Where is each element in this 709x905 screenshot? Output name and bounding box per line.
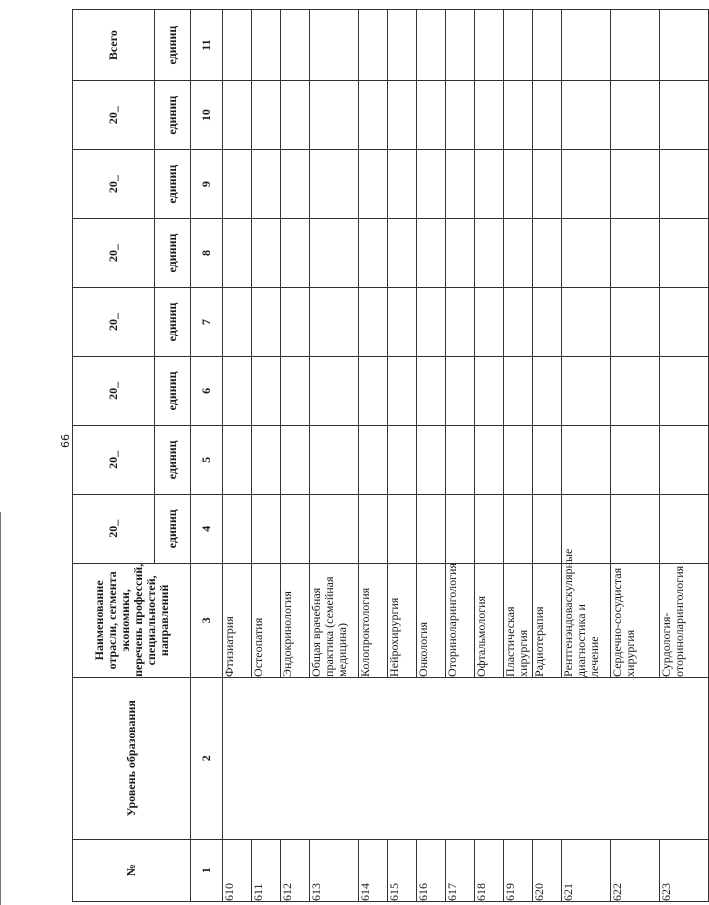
header-name: Наименование отрасли, сегмента экономики, перечень профессий, специальностей, направлений: [73, 563, 191, 677]
row-number: 613: [310, 839, 359, 901]
value-cell: [660, 150, 709, 219]
value-cell: [611, 288, 660, 357]
value-cell: [223, 288, 252, 357]
row-number: 615: [388, 839, 417, 901]
value-cell: [252, 219, 281, 288]
value-cell: [533, 425, 562, 494]
value-cell: [281, 10, 310, 81]
value-cell: [359, 150, 388, 219]
header-unit: единиц: [155, 425, 191, 494]
value-cell: [504, 425, 533, 494]
register-table: [72, 9, 709, 902]
header-unit: единиц: [155, 356, 191, 425]
value-cell: [223, 150, 252, 219]
value-cell: [281, 425, 310, 494]
value-cell: [504, 81, 533, 150]
column-number: 11: [191, 10, 223, 81]
value-cell: [611, 425, 660, 494]
value-cell: [660, 288, 709, 357]
value-cell: [446, 425, 475, 494]
row-name: Остеопатия: [252, 563, 281, 677]
row-name: Офтальмология: [475, 563, 504, 677]
column-number: 10: [191, 81, 223, 150]
value-cell: [388, 356, 417, 425]
column-number: 6: [191, 356, 223, 425]
column-number: 4: [191, 494, 223, 563]
value-cell: [611, 494, 660, 563]
value-cell: [660, 494, 709, 563]
value-cell: [504, 219, 533, 288]
column-number: 5: [191, 425, 223, 494]
value-cell: [417, 288, 446, 357]
value-cell: [446, 150, 475, 219]
header-year: 20_: [73, 150, 155, 219]
header-unit: единиц: [155, 81, 191, 150]
value-cell: [223, 356, 252, 425]
row-name: Колопроктология: [359, 563, 388, 677]
page-number: 66: [59, 434, 72, 448]
header-unit: единиц: [155, 288, 191, 357]
value-cell: [446, 219, 475, 288]
value-cell: [562, 81, 611, 150]
value-cell: [359, 219, 388, 288]
value-cell: [660, 10, 709, 81]
value-cell: [446, 356, 475, 425]
row-number: 623: [660, 839, 709, 901]
row-name: Фтизиатрия: [223, 563, 252, 677]
header-unit: единиц: [155, 10, 191, 81]
row-number: 619: [504, 839, 533, 901]
value-cell: [388, 425, 417, 494]
row-number: 622: [611, 839, 660, 901]
value-cell: [359, 425, 388, 494]
value-cell: [417, 10, 446, 81]
value-cell: [252, 288, 281, 357]
value-cell: [475, 81, 504, 150]
header-year: 20_: [73, 494, 155, 563]
value-cell: [223, 219, 252, 288]
value-cell: [475, 219, 504, 288]
value-cell: [504, 150, 533, 219]
value-cell: [533, 288, 562, 357]
row-number: 610: [223, 839, 252, 901]
value-cell: [562, 219, 611, 288]
value-cell: [281, 288, 310, 357]
row-number: 614: [359, 839, 388, 901]
value-cell: [417, 81, 446, 150]
row-name: Общая врачебная практика (семейная медицина): [310, 563, 359, 677]
value-cell: [359, 494, 388, 563]
value-cell: [562, 288, 611, 357]
table-row: [223, 10, 252, 902]
value-cell: [562, 10, 611, 81]
value-cell: [252, 10, 281, 81]
value-cell: [223, 425, 252, 494]
header-unit: единиц: [155, 494, 191, 563]
value-cell: [475, 288, 504, 357]
header-level: Уровень образования: [73, 677, 191, 839]
value-cell: [611, 356, 660, 425]
value-cell: [281, 150, 310, 219]
value-cell: [446, 494, 475, 563]
value-cell: [533, 10, 562, 81]
value-cell: [252, 494, 281, 563]
header-year: 20_: [73, 288, 155, 357]
row-number: 611: [252, 839, 281, 901]
value-cell: [660, 425, 709, 494]
value-cell: [417, 219, 446, 288]
row-name: Радиотерапия: [533, 563, 562, 677]
value-cell: [611, 219, 660, 288]
value-cell: [310, 219, 359, 288]
column-number: 8: [191, 219, 223, 288]
value-cell: [388, 219, 417, 288]
header-unit: единиц: [155, 219, 191, 288]
row-name: Сердечно-сосудистая хирургия: [611, 563, 660, 677]
value-cell: [660, 219, 709, 288]
value-cell: [611, 81, 660, 150]
row-number: 618: [475, 839, 504, 901]
value-cell: [417, 356, 446, 425]
value-cell: [310, 10, 359, 81]
value-cell: [562, 425, 611, 494]
row-number: 616: [417, 839, 446, 901]
value-cell: [310, 81, 359, 150]
column-number: 7: [191, 288, 223, 357]
value-cell: [562, 356, 611, 425]
value-cell: [223, 10, 252, 81]
value-cell: [446, 10, 475, 81]
value-cell: [310, 425, 359, 494]
value-cell: [359, 288, 388, 357]
header-no: №: [73, 839, 191, 901]
value-cell: [611, 10, 660, 81]
value-cell: [533, 356, 562, 425]
value-cell: [388, 494, 417, 563]
value-cell: [446, 288, 475, 357]
value-cell: [417, 494, 446, 563]
header-year: 20_: [73, 356, 155, 425]
value-cell: [533, 494, 562, 563]
level-cell: [223, 677, 709, 839]
value-cell: [504, 356, 533, 425]
header-row-main: [73, 10, 155, 902]
column-number: 1: [191, 839, 223, 901]
column-number: 9: [191, 150, 223, 219]
value-cell: [475, 10, 504, 81]
value-cell: [388, 150, 417, 219]
value-cell: [388, 288, 417, 357]
value-cell: [310, 494, 359, 563]
value-cell: [533, 219, 562, 288]
value-cell: [611, 150, 660, 219]
column-number: 3: [191, 563, 223, 677]
rotated-table-container: [72, 9, 686, 902]
value-cell: [252, 425, 281, 494]
row-name: Онкология: [417, 563, 446, 677]
value-cell: [223, 81, 252, 150]
value-cell: [475, 425, 504, 494]
value-cell: [359, 10, 388, 81]
row-name: Рентгенэндоваскулярные диагностика и лечение: [562, 563, 611, 677]
header-total: Всего: [73, 10, 155, 81]
row-number: 617: [446, 839, 475, 901]
page-edge-line: [0, 512, 1, 905]
value-cell: [310, 288, 359, 357]
value-cell: [504, 288, 533, 357]
row-name: Оториноларингология: [446, 563, 475, 677]
value-cell: [281, 356, 310, 425]
value-cell: [660, 81, 709, 150]
row-name: Нейрохирургия: [388, 563, 417, 677]
value-cell: [223, 494, 252, 563]
value-cell: [562, 150, 611, 219]
column-number-row: [191, 10, 223, 902]
value-cell: [252, 356, 281, 425]
row-name: Эндокринология: [281, 563, 310, 677]
header-year: 20_: [73, 425, 155, 494]
value-cell: [533, 150, 562, 219]
value-cell: [660, 356, 709, 425]
value-cell: [388, 81, 417, 150]
row-number: 620: [533, 839, 562, 901]
value-cell: [281, 81, 310, 150]
value-cell: [388, 10, 417, 81]
value-cell: [446, 81, 475, 150]
header-year: 20_: [73, 81, 155, 150]
row-number: 621: [562, 839, 611, 901]
value-cell: [310, 356, 359, 425]
value-cell: [359, 356, 388, 425]
value-cell: [281, 219, 310, 288]
column-number: 2: [191, 677, 223, 839]
value-cell: [504, 10, 533, 81]
value-cell: [475, 494, 504, 563]
value-cell: [417, 150, 446, 219]
value-cell: [252, 81, 281, 150]
row-name: Пластическая хирургия: [504, 563, 533, 677]
value-cell: [252, 150, 281, 219]
header-unit: единиц: [155, 150, 191, 219]
row-number: 612: [281, 839, 310, 901]
value-cell: [310, 150, 359, 219]
value-cell: [475, 150, 504, 219]
value-cell: [475, 356, 504, 425]
value-cell: [417, 425, 446, 494]
header-year: 20_: [73, 219, 155, 288]
value-cell: [504, 494, 533, 563]
value-cell: [533, 81, 562, 150]
row-name: Сурдология-оториноларингология: [660, 563, 709, 677]
value-cell: [359, 81, 388, 150]
value-cell: [281, 494, 310, 563]
